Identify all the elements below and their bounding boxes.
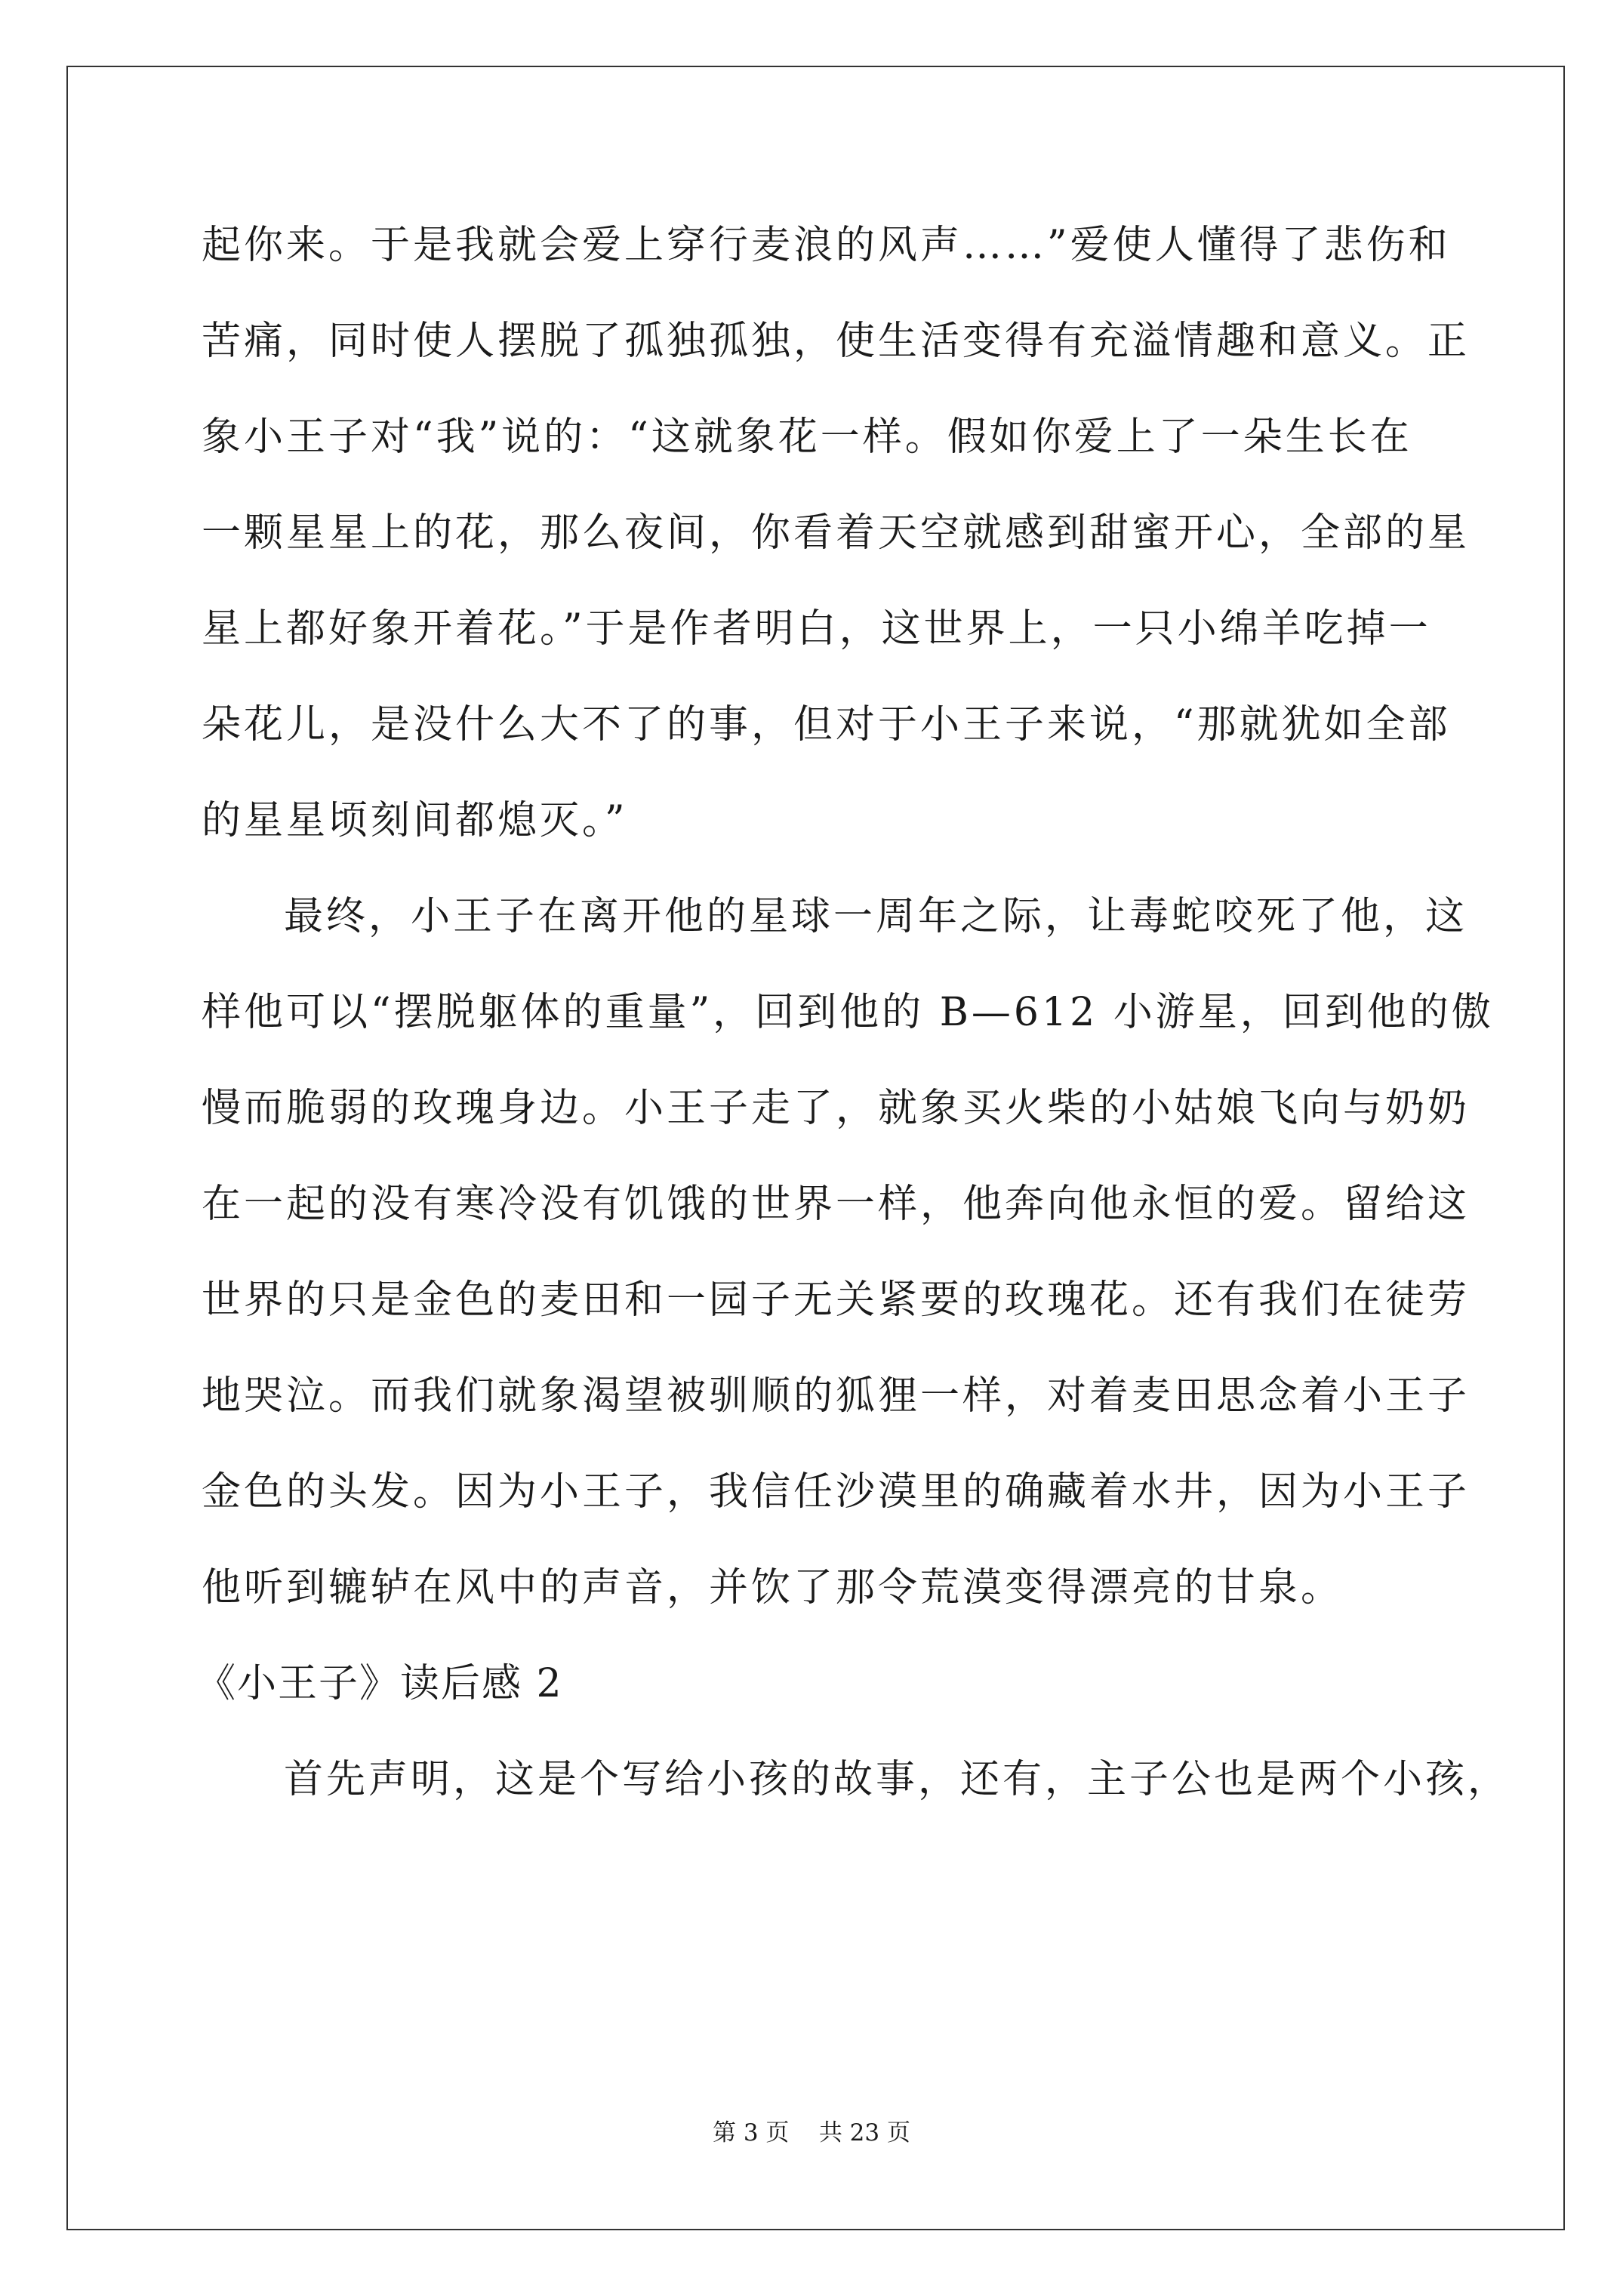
text-line: 苦痛，同时使人摆脱了孤独孤独，使生活变得有充溢情趣和意义。正 <box>202 319 1471 364</box>
text-line: 他听到辘轳在风中的声音，并饮了那令荒漠变得漂亮的甘泉。 <box>202 1565 1344 1610</box>
text-line: 慢而脆弱的玫瑰身边。小王子走了，就象买火柴的小姑娘飞向与奶奶 <box>202 1086 1471 1131</box>
text-line: 星上都好象开着花。”于是作者明白，这世界上，一只小绵羊吃掉一 <box>202 606 1431 652</box>
page-border <box>66 66 1565 2230</box>
text-line: 首先声明，这是个写给小孩的故事，还有，主子公也是两个小孩， <box>284 1757 1511 1802</box>
text-line: 地哭泣。而我们就象渴望被驯顺的狐狸一样，对着麦田思念着小王子 <box>202 1373 1471 1419</box>
text-line: 金色的头发。因为小王子，我信任沙漠里的确藏着水井，因为小王子 <box>202 1469 1471 1515</box>
text-line: 最终，小王子在离开他的星球一周年之际，让毒蛇咬死了他，这 <box>284 894 1468 939</box>
text-line: 的星星顷刻间都熄灭。” <box>202 798 628 843</box>
section-heading: 《小王子》读后感 2 <box>196 1661 563 1706</box>
text-line: 象小王子对“我”说的：“这就象花一样。假如你爱上了一朵生长在 <box>202 415 1412 460</box>
text-line: 样他可以“摆脱躯体的重量”，回到他的 B—612 小游星，回到他的傲 <box>202 990 1494 1035</box>
page-footer: 第 3 页 共 23 页 <box>712 2119 910 2147</box>
text-line: 起你来。于是我就会爱上穿行麦浪的风声……”爱使人懂得了悲伤和 <box>202 223 1451 268</box>
text-line: 世界的只是金色的麦田和一园子无关紧要的玫瑰花。还有我们在徒劳 <box>202 1277 1471 1323</box>
text-line: 一颗星星上的花，那么夜间，你看着天空就感到甜蜜开心，全部的星 <box>202 510 1471 556</box>
text-line: 朵花儿，是没什么大不了的事，但对于小王子来说，“那就犹如全部 <box>202 702 1451 747</box>
text-line: 在一起的没有寒冷没有饥饿的世界一样，他奔向他永恒的爱。留给这 <box>202 1182 1471 1227</box>
